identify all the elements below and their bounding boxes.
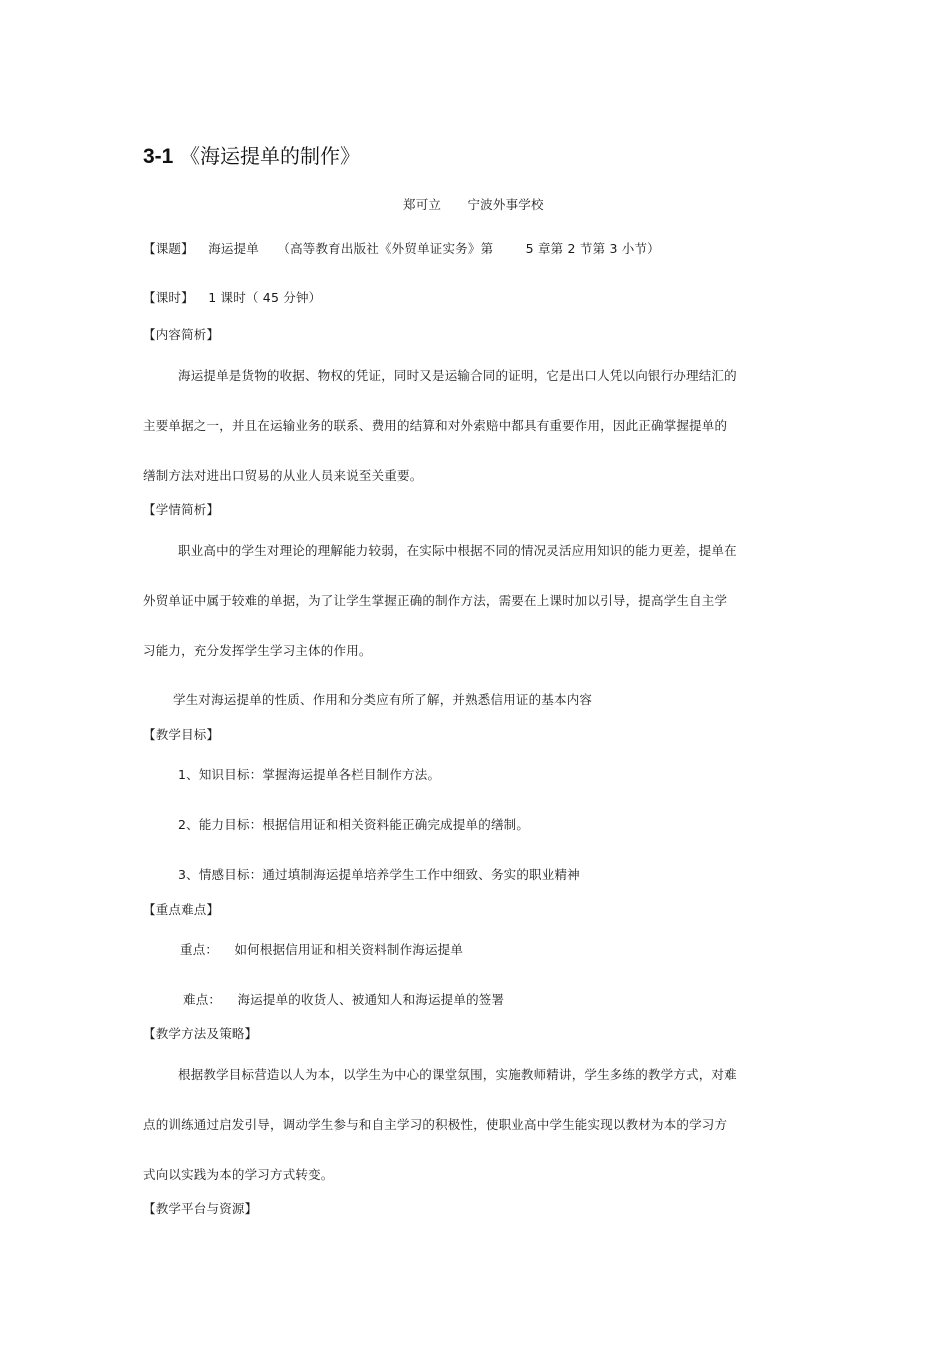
hours-label: 【课时】 bbox=[143, 290, 194, 305]
content-analysis-heading: 【内容简析】 bbox=[143, 327, 220, 342]
topic-source-b: 5 章第 2 节第 3 小节） bbox=[525, 241, 660, 256]
key-point-label: 重点： bbox=[180, 942, 219, 957]
key-point-line bbox=[180, 942, 463, 958]
student-analysis-line-1: 职业高中的学生对理论的理解能力较弱，在实际中根据不同的情况灵活应用知识的能力更差，提单在 bbox=[178, 543, 737, 558]
hours-value: 1 课时（ 45 分钟） bbox=[208, 290, 322, 305]
author-school: 宁波外事学校 bbox=[467, 197, 544, 212]
topic-source-a: （高等教育出版社《外贸单证实务》第 bbox=[277, 241, 494, 256]
student-analysis-extra: 学生对海运提单的性质、作用和分类应有所了解，并熟悉信用证的基本内容 bbox=[173, 692, 593, 707]
objective-item-1: 1、知识目标：掌握海运提单各栏目制作方法。 bbox=[178, 767, 441, 782]
hours-line bbox=[143, 290, 321, 306]
student-analysis-line-2: 外贸单证中属于较难的单据，为了让学生掌握正确的制作方法，需要在上课时加以引导，提高学生自主学 bbox=[143, 593, 728, 608]
topic-name: 海运提单 bbox=[208, 241, 259, 256]
content-analysis-line-1: 海运提单是货物的收据、物权的凭证，同时又是运输合同的证明，它是出口人凭以向银行办理结汇的 bbox=[178, 368, 737, 383]
objective-item-2: 2、能力目标：根据信用证和相关资料能正确完成提单的缮制。 bbox=[178, 817, 530, 832]
key-points-heading: 【重点难点】 bbox=[143, 902, 220, 917]
resources-heading: 【教学平台与资源】 bbox=[143, 1201, 258, 1216]
difficult-point-label: 难点： bbox=[183, 992, 222, 1007]
topic-label: 【课题】 bbox=[143, 241, 194, 256]
methods-line-2: 点的训练通过启发引导，调动学生参与和自主学习的积极性，使职业高中学生能实现以教材为本的学习方 bbox=[143, 1117, 728, 1132]
content-analysis-line-3: 缮制方法对进出口贸易的从业人员来说至关重要。 bbox=[143, 468, 423, 483]
methods-heading: 【教学方法及策略】 bbox=[143, 1026, 258, 1041]
document-title bbox=[143, 142, 360, 171]
student-analysis-heading: 【学情简析】 bbox=[143, 502, 220, 517]
methods-line-3: 式向以实践为本的学习方式转变。 bbox=[143, 1167, 334, 1182]
objective-item-3: 3、情感目标：通过填制海运提单培养学生工作中细致、务实的职业精神 bbox=[178, 867, 580, 882]
title-number: 3-1 bbox=[143, 145, 174, 168]
methods-line-1: 根据教学目标营造以人为本，以学生为中心的课堂氛围，实施教师精讲，学生多练的教学方式，对难 bbox=[178, 1067, 737, 1082]
key-point-text: 如何根据信用证和相关资料制作海运提单 bbox=[234, 942, 464, 957]
author-name: 郑可立 bbox=[403, 197, 442, 212]
objectives-heading: 【教学目标】 bbox=[143, 727, 220, 742]
student-analysis-line-3: 习能力，充分发挥学生学习主体的作用。 bbox=[143, 643, 372, 658]
difficult-point-text: 海运提单的收货人、被通知人和海运提单的签署 bbox=[237, 992, 505, 1007]
author-line bbox=[403, 197, 544, 213]
title-name: 《海运提单的制作》 bbox=[180, 144, 361, 168]
topic-line bbox=[143, 241, 660, 257]
content-analysis-line-2: 主要单据之一，并且在运输业务的联系、费用的结算和对外索赔中都具有重要作用，因此正确掌握提单的 bbox=[143, 418, 728, 433]
difficult-point-line bbox=[183, 992, 504, 1008]
